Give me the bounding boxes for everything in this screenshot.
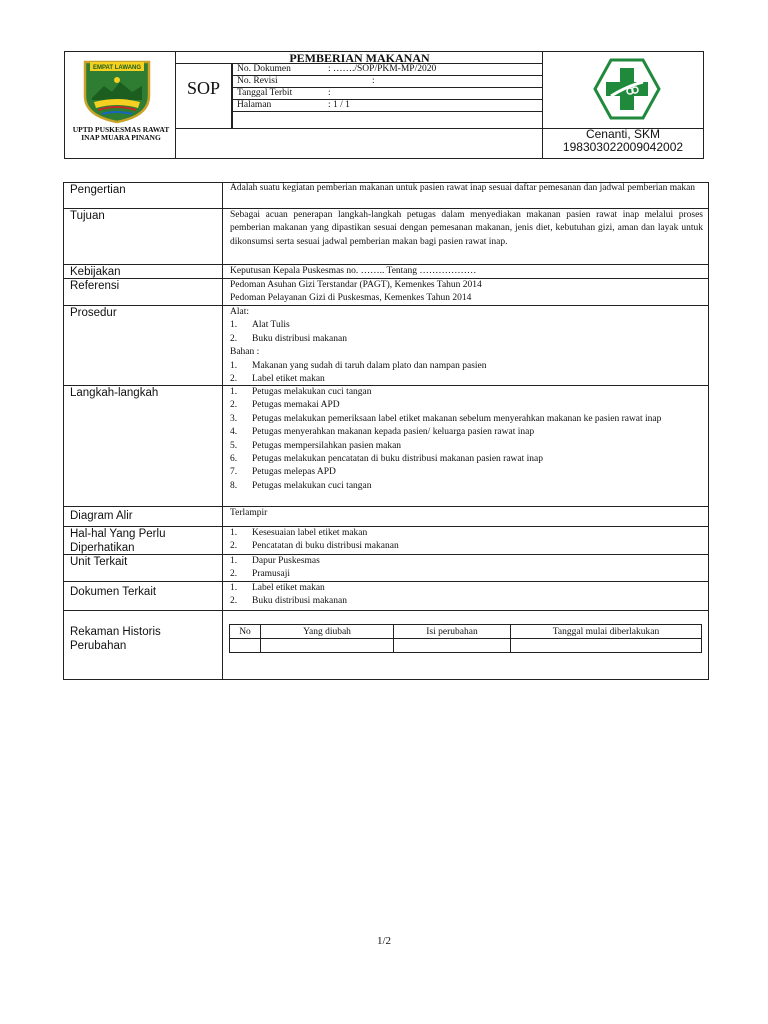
- row-label: Pengertian: [70, 184, 126, 196]
- row-pengertian: [64, 183, 708, 209]
- sop-title: PEMBERIAN MAKANAN: [176, 52, 543, 64]
- puskesmas-logo-icon: [593, 58, 661, 120]
- row-label: Prosedur: [70, 307, 117, 319]
- list-item: [230, 426, 703, 439]
- row-content: [230, 582, 703, 609]
- table-header-row: [230, 625, 702, 639]
- row-label: Unit Terkait: [70, 556, 128, 568]
- list-text: Label etiket makan: [252, 374, 325, 385]
- list-item: [230, 555, 703, 568]
- row-content: Sebagai acuan penerapan langkah-langkah petugas dalam menyediakan makanan pasien rawat inap melalui proses pemberian makanan yang dipastikan sesuai dengan pemesanan makanan, jenis diet, kebutuhan gizi, aman dan layak untuk dikonsumsi serta sesuai jadwal pemberian makan bagi pasien rawat inap.: [230, 210, 703, 247]
- list-text: Label etiket makan: [252, 583, 325, 593]
- list-item: [230, 399, 703, 412]
- row-content: [230, 279, 703, 306]
- list-number: 1.: [230, 360, 238, 371]
- row-diagram-alir: [64, 507, 708, 527]
- table-cell: [261, 639, 394, 653]
- meta-value: : 1 / 1: [328, 100, 350, 110]
- meta-divider: [232, 64, 233, 128]
- table-cell: [511, 639, 702, 653]
- meta-row-halaman: [232, 100, 543, 112]
- list-item: [230, 595, 703, 608]
- meta-key: No. Revisi: [237, 76, 278, 86]
- column-header: Isi perubahan: [394, 625, 511, 639]
- row-content: [230, 306, 703, 386]
- list-text: Petugas melakukan cuci tangan: [252, 480, 372, 491]
- meta-key: Halaman: [237, 100, 272, 110]
- row-referensi: [64, 279, 708, 306]
- list-item: [230, 582, 703, 595]
- bahan-heading: Bahan :: [230, 347, 260, 358]
- row-label: Tujuan: [70, 210, 105, 222]
- list-number: 1.: [230, 556, 238, 566]
- list-number: 2.: [230, 569, 238, 580]
- list-text: Kesesuaian label etiket makan: [252, 528, 368, 538]
- list-number: 2.: [230, 333, 238, 344]
- meta-bottom-line: [176, 128, 543, 129]
- meta-row-no-dokumen: [232, 64, 543, 76]
- row-content: Adalah suatu kegiatan pemberian makanan untuk pasien rawat inap sesuai daftar pemesanan dan jadwal pemberian makan: [230, 183, 696, 193]
- list-number: 1.: [230, 320, 238, 331]
- list-number: 4.: [230, 427, 238, 438]
- row-langkah-langkah: [64, 386, 708, 507]
- list-item: [230, 319, 703, 332]
- regency-logo-cell: [65, 52, 176, 158]
- list-text: Petugas memakai APD: [252, 400, 340, 411]
- list-item: [230, 360, 703, 373]
- sop-header: [64, 51, 704, 159]
- table-cell: [230, 639, 261, 653]
- list-number: 6.: [230, 454, 238, 465]
- row-content: [230, 386, 703, 493]
- list-text: Makanan yang sudah di taruh dalam plato dan nampan pasien: [252, 360, 487, 371]
- list-number: 2.: [230, 374, 238, 385]
- logo-banner-text: EMPAT LAWANG: [92, 65, 142, 71]
- row-label: Kebijakan: [70, 266, 121, 278]
- signer-name: Cenanti, SKM: [585, 127, 661, 141]
- list-item: [230, 527, 703, 540]
- list-number: 5.: [230, 440, 238, 451]
- list-item: [230, 413, 703, 426]
- sop-label: SOP: [176, 64, 232, 128]
- meta-key: No. Dokumen: [237, 64, 291, 74]
- signer-nip: 198303022009042002: [562, 140, 684, 154]
- list-number: 1.: [230, 387, 238, 397]
- row-unit-terkait: [64, 555, 708, 582]
- row-content: Terlampir: [230, 508, 268, 518]
- list-item: [230, 453, 703, 466]
- list-item: [230, 466, 703, 479]
- list-number: 7.: [230, 467, 238, 478]
- list-item: [230, 540, 703, 553]
- column-header: Tanggal mulai diberlakukan: [511, 625, 702, 639]
- list-item: [230, 333, 703, 346]
- row-label: Rekaman Historis Perubahan: [70, 626, 161, 652]
- row-label: Hal-hal Yang Perlu Diperhatikan: [70, 528, 166, 554]
- list-number: 1.: [230, 528, 238, 538]
- puskesmas-logo-cell: [543, 52, 703, 158]
- list-text: Petugas mempersilahkan pasien makan: [252, 440, 402, 451]
- list-text: Petugas menyerahkan makanan kepada pasien/ keluarga pasien rawat inap: [252, 427, 535, 438]
- list-text: Alat Tulis: [252, 320, 290, 331]
- list-number: 2.: [230, 596, 238, 607]
- row-tujuan: [64, 209, 708, 265]
- list-text: Buku distribusi makanan: [252, 333, 347, 344]
- list-text: Pencatatan di buku distribusi makanan: [252, 541, 399, 552]
- meta-key: Tanggal Terbit: [237, 88, 293, 98]
- meta-value: :: [372, 76, 375, 86]
- meta-row-no-revisi: [232, 76, 543, 88]
- table-row: [230, 639, 702, 653]
- sop-info-cell: [176, 52, 543, 158]
- row-prosedur: [64, 306, 708, 386]
- organization-name: UPTD PUSKESMAS RAWAT INAP MUARA PINANG: [72, 125, 170, 142]
- list-item: [230, 568, 703, 581]
- sop-content-table: [63, 182, 709, 680]
- list-text: Petugas melakukan cuci tangan: [252, 387, 372, 397]
- row-dokumen-terkait: [64, 582, 708, 611]
- list-text: Petugas melepas APD: [252, 467, 336, 478]
- row-label: Dokumen Terkait: [70, 586, 157, 598]
- list-text: Pramusaji: [252, 569, 290, 580]
- row-kebijakan: [64, 265, 708, 279]
- list-number: 2.: [230, 400, 238, 411]
- list-item: [230, 440, 703, 453]
- list-item: [230, 480, 703, 493]
- column-header: Yang diubah: [261, 625, 394, 639]
- revision-history-table: [229, 624, 702, 653]
- row-label: Langkah-langkah: [70, 387, 159, 399]
- row-hal-hal: [64, 527, 708, 555]
- row-content: Keputusan Kepala Puskesmas no. …….. Tentang ………………: [230, 266, 477, 276]
- row-label: Diagram Alir: [70, 510, 133, 522]
- list-number: 3.: [230, 413, 238, 424]
- list-text: Dapur Puskesmas: [252, 556, 320, 566]
- row-label: Referensi: [70, 280, 120, 292]
- alat-heading: Alat:: [230, 307, 249, 317]
- reference-item: Pedoman Pelayanan Gizi di Puskesmas, Kemenkes Tahun 2014: [230, 293, 472, 304]
- row-content: [230, 555, 703, 582]
- reference-item: Pedoman Asuhan Gizi Terstandar (PAGT), Kemenkes Tahun 2014: [230, 280, 482, 290]
- list-item: [230, 386, 703, 399]
- table-cell: [394, 639, 511, 653]
- row-content: [230, 527, 703, 554]
- page-number: 1/2: [376, 935, 392, 947]
- list-number: 8.: [230, 480, 238, 491]
- list-text: Petugas melakukan pencatatan di buku distribusi makanan pasien rawat inap: [252, 454, 543, 465]
- list-number: 2.: [230, 541, 238, 552]
- meta-value: : ……./SOP/PKM-MP/2020: [328, 64, 437, 74]
- meta-value: :: [328, 88, 331, 98]
- list-item: [230, 373, 703, 386]
- column-header: No: [230, 625, 261, 639]
- regency-emblem-icon: [82, 58, 152, 124]
- list-text: Petugas melakukan pemeriksaan label etiket makanan sebelum menyerahkan makanan ke pasien rawat inap: [252, 413, 662, 424]
- signature-block: [543, 128, 703, 154]
- list-text: Buku distribusi makanan: [252, 596, 347, 607]
- list-number: 1.: [230, 583, 238, 593]
- meta-row-tanggal-terbit: [232, 88, 543, 100]
